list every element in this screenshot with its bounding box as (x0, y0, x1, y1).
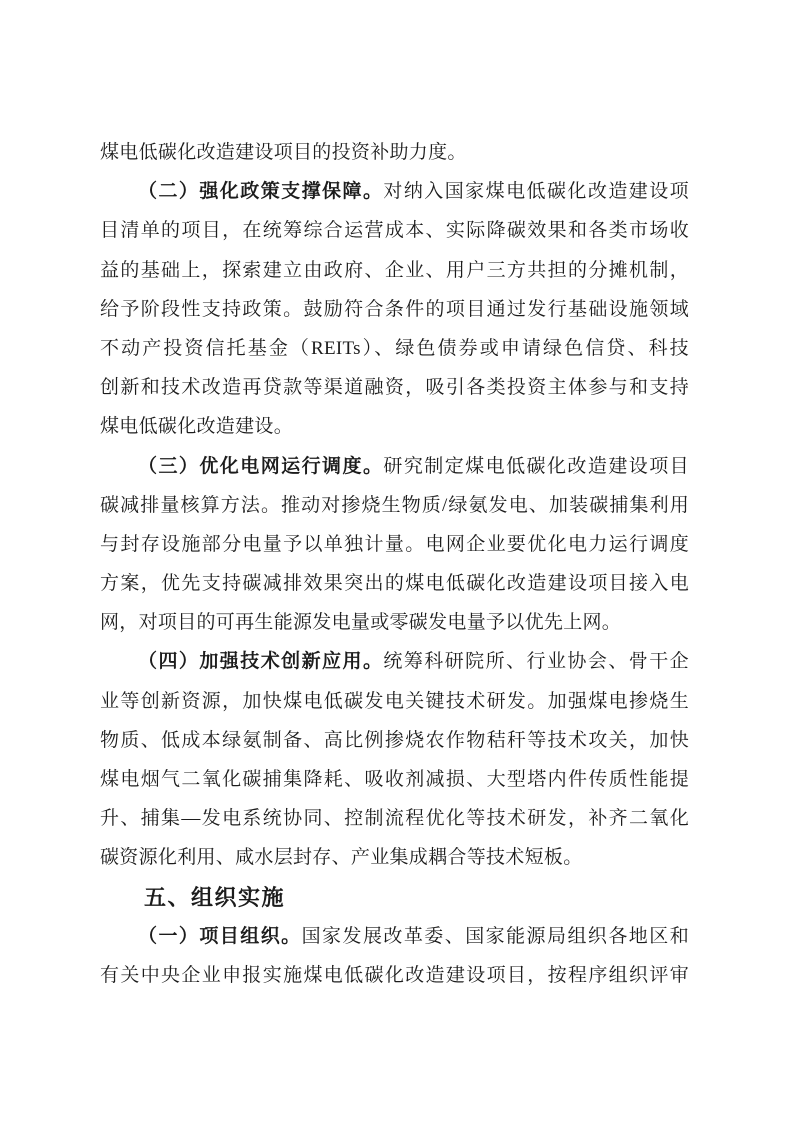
paragraph-line (100, 525, 689, 564)
paragraph-lead: （三）优化电网运行调度。 (138, 455, 384, 477)
line-text: 与封存设施部分电量予以单独计量。电网企业要优化电力运行调度 (100, 533, 689, 555)
line-text: 碳资源化利用、咸水层封存、产业集成耦合等技术短板。 (100, 847, 583, 869)
line-text: 升、捕集—发电系统协同、控制流程优化等技术研发，补齐二氧化 (100, 808, 689, 830)
line-text: 业等创新资源，加快煤电低碳发电关键技术研发。加强煤电掺烧生 (100, 690, 689, 712)
line-text: 有关中央企业申报实施煤电低碳化改造建设项目，按程序组织评审 (100, 964, 689, 986)
line-text: 给予阶段性支持政策。鼓励符合条件的项目通过发行基础设施领域 (100, 298, 689, 320)
paragraph-line (100, 682, 689, 721)
line-text: 煤电低碳化改造建设。 (100, 416, 294, 438)
line-text: 研究制定煤电低碳化改造建设项目 (383, 455, 689, 477)
paragraph-line (100, 211, 689, 250)
paragraph-line (100, 329, 689, 368)
line-text: 网，对项目的可再生能源发电量或零碳发电量予以优先上网。 (100, 612, 622, 634)
line-text: 创新和技术改造再贷款等渠道融资，吸引各类投资主体参与和支持 (100, 377, 689, 399)
line-text: 对纳入国家煤电低碳化改造建设项 (383, 181, 689, 203)
paragraph-lead: （二）强化政策支撑保障。 (138, 181, 384, 203)
line-text: 煤电低碳化改造建设项目的投资补助力度。 (100, 142, 467, 163)
paragraph-line (100, 917, 689, 956)
paragraph-line (100, 447, 689, 486)
line-text: 碳减排量核算方法。推动对掺烧生物质/绿氨发电、加装碳捕集利用 (100, 494, 689, 516)
paragraph-line (100, 172, 689, 211)
line-text: 益的基础上，探索建立由政府、企业、用户三方共担的分摊机制， (100, 259, 689, 281)
paragraph-line (100, 721, 689, 760)
line-text: 不动产投资信托基金（REITs）、绿色债券或申请绿色信贷、科技 (100, 337, 689, 359)
line-text: 国家发展改革委、国家能源局组织各地区和 (301, 925, 690, 947)
line-text: 煤电烟气二氧化碳捕集降耗、吸收剂减损、大型塔内件传质性能提 (100, 769, 689, 790)
line-text: 统筹科研院所、行业协会、骨干企 (383, 651, 689, 673)
paragraph-line (100, 799, 689, 838)
paragraph-line (100, 760, 689, 799)
paragraph-line (100, 133, 689, 172)
section-heading (100, 878, 689, 917)
paragraph-lead: （四）加强技术创新应用。 (138, 651, 384, 673)
paragraph-line (100, 486, 689, 525)
paragraph-line (100, 368, 689, 407)
line-text: 目清单的项目，在统筹综合运营成本、实际降碳效果和各类市场收 (100, 220, 689, 242)
section-heading-text: 五、组织实施 (144, 884, 286, 910)
paragraph-line (100, 642, 689, 681)
paragraph-line (100, 838, 689, 877)
line-text: 物质、低成本绿氨制备、高比例掺烧农作物秸秆等技术攻关，加快 (100, 729, 689, 751)
paragraph-line (100, 564, 689, 603)
paragraph-line (100, 603, 689, 642)
paragraph-line (100, 407, 689, 446)
paragraph-line (100, 251, 689, 290)
paragraph-lead: （一）项目组织。 (138, 925, 302, 947)
line-text: 方案，优先支持碳减排效果突出的煤电低碳化改造建设项目接入电 (100, 573, 689, 595)
paragraph-line (100, 956, 689, 995)
paragraph-line (100, 290, 689, 329)
document-text (100, 133, 689, 995)
